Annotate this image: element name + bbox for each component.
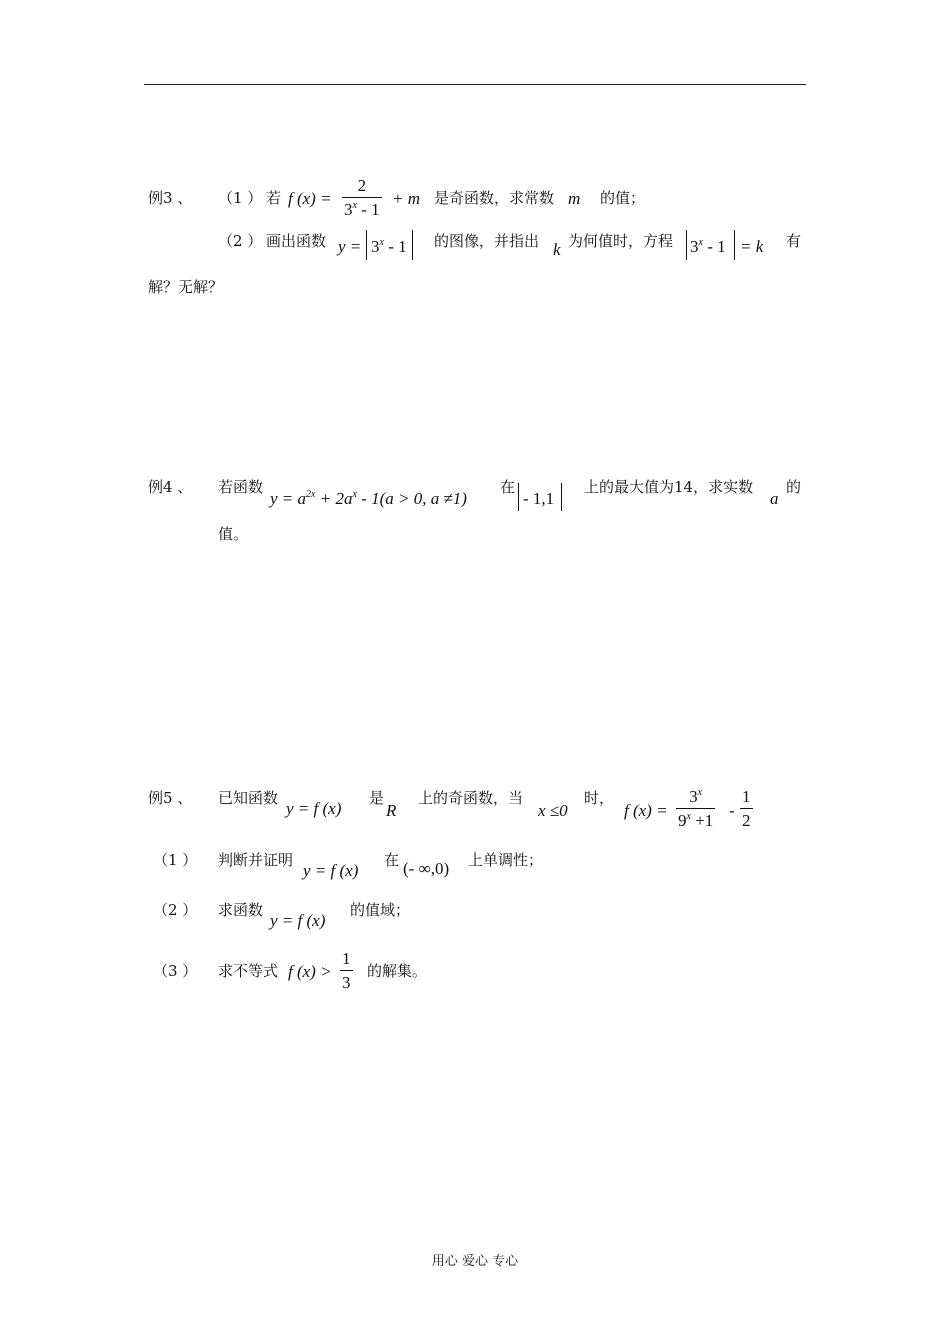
example-4-line-2: 值。 (218, 525, 249, 543)
abs-bar-right-2 (734, 230, 735, 260)
example-5-question-3-number: （3 ） (153, 962, 198, 980)
example-5-question-3-end: 的解集。 (367, 962, 428, 980)
example-5-shi: 是 (369, 789, 385, 807)
abs-bar-right (412, 230, 413, 260)
example-5-question-1-text: 判断并证明 (218, 851, 294, 869)
example-5-f-x: f (x) = (624, 801, 668, 820)
example-3-plus-m: + m (392, 189, 420, 208)
example-5-question-1-number: （1 ） (153, 851, 198, 869)
example-5-question-1-zai: 在 (384, 851, 400, 869)
example-3-part-2-end: 有 (786, 232, 802, 250)
example-5-question-1-interval: (- ∞,0) (403, 859, 450, 878)
example-5-question-1-function: y = f (x) (303, 861, 359, 880)
page-footer: 用心 爱心 专心 (431, 1254, 519, 1269)
header-rule (144, 84, 806, 85)
example-5-shi-2: 时， (584, 789, 615, 807)
example-3-part-1-question: 是奇函数，求常数 (434, 189, 555, 207)
example-3-k: k (553, 240, 561, 259)
example-5-question-3-fraction: $\frac{1}{3}$ (342, 949, 351, 992)
example-3-part-2-number: （2 ） (218, 232, 263, 250)
example-3-constant-m: m (568, 189, 581, 208)
example-5-y-f-x: y = f (x) (286, 799, 342, 818)
example-3-part-1-number: （1 ） (218, 189, 263, 207)
interval-bracket-right (561, 483, 562, 511)
example-3-part-2-text: 画出函数 (266, 232, 327, 250)
example-3-part-1-text: 若 (266, 189, 282, 207)
example-5-question-3-text: 求不等式 (218, 962, 279, 980)
example-5-R: R (386, 801, 397, 820)
example-4-zai: 在 (500, 478, 516, 496)
example-5-mid: 上的奇函数，当 (418, 789, 524, 807)
interval-bracket-left (518, 483, 519, 511)
example-5-question-2-text: 求函数 (218, 901, 264, 919)
example-5-question-1-end: 上单调性； (468, 851, 544, 869)
example-3-part-1-end: 的值； (600, 189, 646, 207)
example-5-question-2-function: y = f (x) (270, 911, 326, 930)
example-3-abs-expression: 3$^x$ - 1 (371, 237, 407, 256)
example-3-function-f: f (x) = (288, 189, 332, 208)
example-3-part-2-line-2: 解？无解？ (148, 278, 224, 296)
example-3-part-2-mid-2: 为何值时，方程 (568, 232, 674, 250)
example-5-label: 例5 、 (148, 789, 193, 807)
example-5-question-2-number: （2 ） (153, 901, 198, 919)
example-3-label: 例3 、 (148, 189, 193, 207)
example-5-question-3-inequality: f (x) > (288, 962, 332, 981)
example-4-a: a (770, 489, 779, 508)
example-3-fraction-numerator: 2 (357, 176, 367, 195)
example-4-text: 若函数 (218, 478, 264, 496)
example-4-function: $y = a^{2x} + 2a^x - 1(a > 0$, a ≠1) (270, 489, 467, 508)
example-5-minus: - (729, 801, 735, 820)
example-5-fraction-2: $\frac{1}{2}$ (742, 787, 751, 830)
example-5-text: 已知函数 (218, 789, 279, 807)
abs-bar-left (366, 230, 367, 260)
example-3-part-2-mid: 的图像，并指出 (434, 232, 540, 250)
example-4-interval: - 1,1 (523, 489, 555, 508)
example-5-fraction-1: $\frac{3^x}{9^x +1}$ (678, 787, 714, 830)
example-3-equation-abs: 3$^x$ - 1 (690, 237, 726, 256)
example-5-question-2-end: 的值域； (350, 901, 411, 919)
example-3-y-equals: y = (338, 237, 362, 256)
example-3-fraction-denominator: 3$^x$ - 1 (342, 197, 382, 218)
abs-bar-left-2 (686, 230, 687, 260)
example-3-equation-rhs: = k (740, 237, 764, 256)
example-3-fraction (342, 177, 382, 218)
example-5-condition: x ≤0 (538, 801, 568, 820)
example-4-label: 例4 、 (148, 478, 193, 496)
example-4-de: 的 (786, 478, 802, 496)
example-4-mid: 上的最大值为14，求实数 (584, 478, 754, 496)
